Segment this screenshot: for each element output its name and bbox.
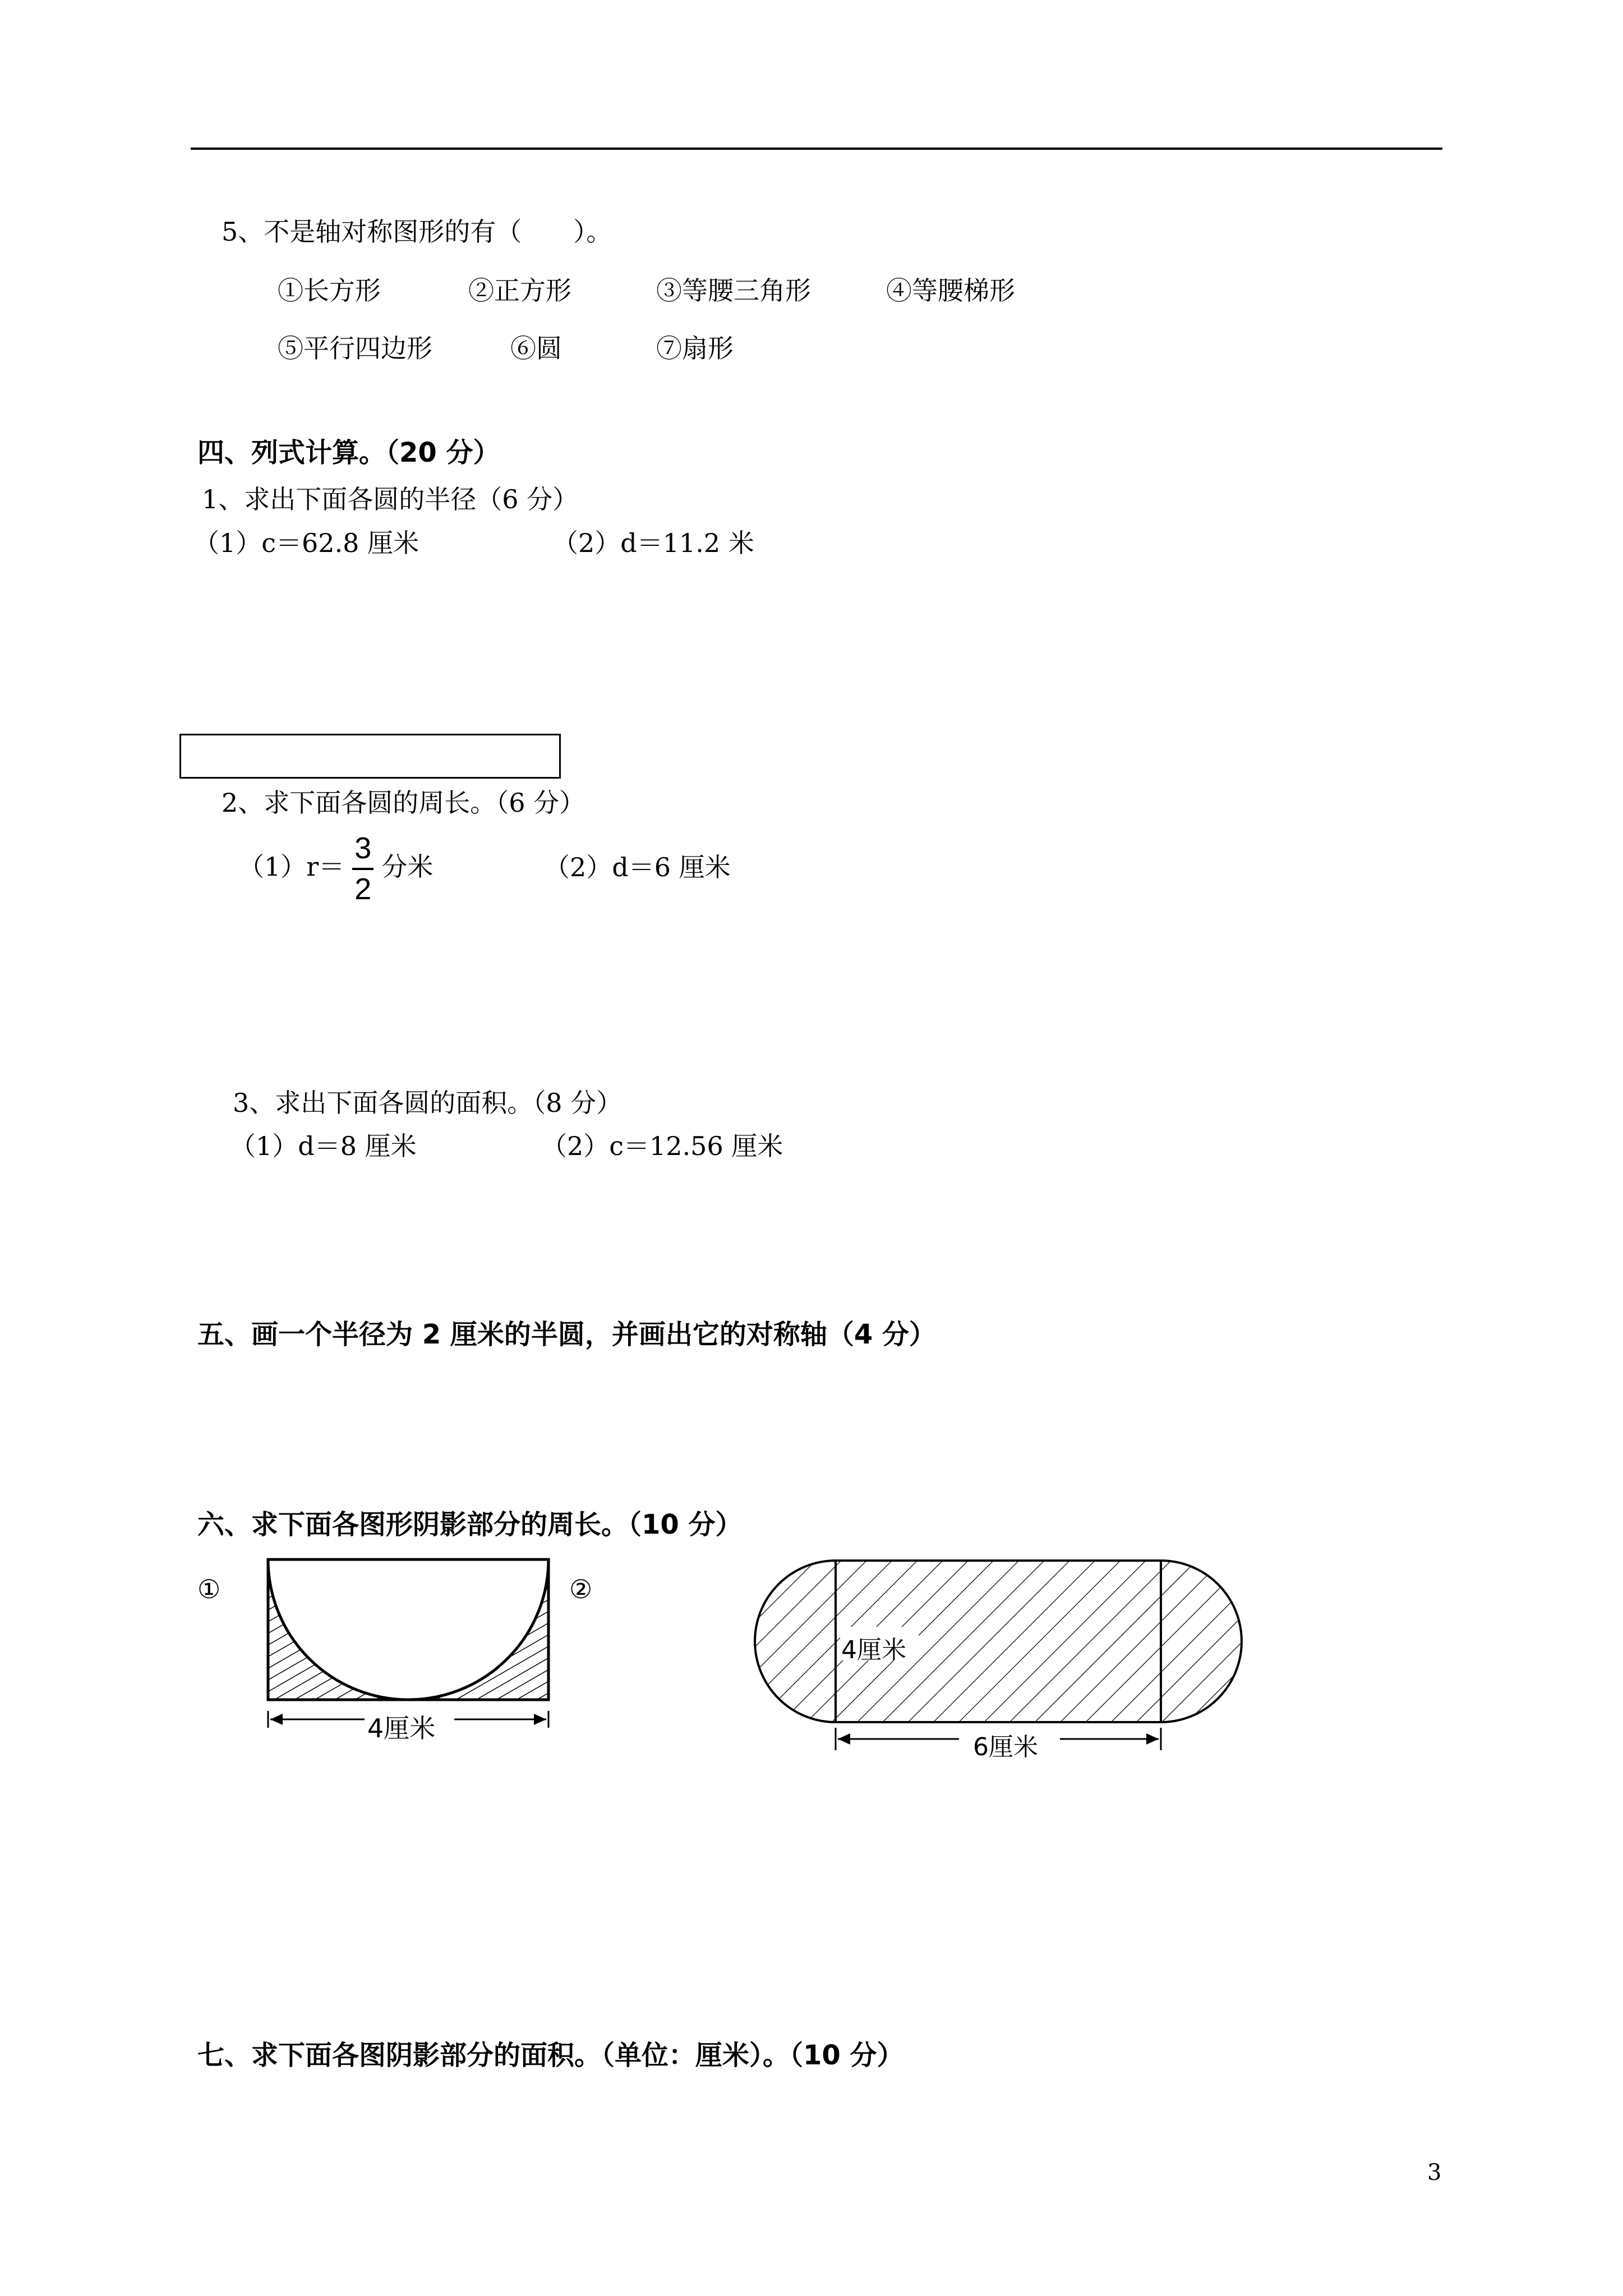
q2a-suffix: 分米 <box>381 852 434 882</box>
section4-title: 四、列式计算。（20 分） <box>197 437 500 468</box>
fraction-denominator: 2 <box>354 872 372 906</box>
fig1-marker: ① <box>197 1574 221 1604</box>
section4-q3-stem: 3、求出下面各圆的面积。（8 分） <box>233 1088 623 1118</box>
q2a-prefix: （1）r＝ <box>238 852 345 882</box>
section4-q1-a: （1）c＝62.8 厘米 <box>193 528 419 558</box>
section6-title: 六、求下面各图形阴影部分的周长。（10 分） <box>197 1509 743 1540</box>
section4-q1-stem: 1、求出下面各圆的半径（6 分） <box>202 484 579 514</box>
q5-option-1: ①长方形 <box>278 275 381 306</box>
section4-q3-a: （1）d＝8 厘米 <box>230 1131 417 1161</box>
q5-option-4: ④等腰梯形 <box>886 275 1015 306</box>
section7-title: 七、求下面各图阴影部分的面积。（单位：厘米）。（10 分） <box>197 2040 904 2071</box>
fig1-dimension-label: 4厘米 <box>367 1713 436 1743</box>
shaded-corners <box>268 1559 548 1700</box>
section4-q3-b: （2）c＝12.56 厘米 <box>541 1131 783 1161</box>
q5-option-7: ⑦扇形 <box>656 333 734 364</box>
q5-option-3: ③等腰三角形 <box>656 275 811 306</box>
fig2-height-label: 4厘米 <box>841 1636 906 1664</box>
page-number: 3 <box>1427 2160 1442 2185</box>
q5-option-2: ②正方形 <box>468 275 571 306</box>
section5-title: 五、画一个半径为 2 厘米的半圆，并画出它的对称轴（4 分） <box>197 1319 936 1350</box>
section4-q2-b: （2）d＝6 厘米 <box>544 852 731 882</box>
header-rule <box>191 148 1442 150</box>
stadium-shape <box>755 1561 1242 1722</box>
section4-q2-stem: 2、求下面各圆的周长。（6 分） <box>222 788 585 818</box>
q5-option-5: ⑤平行四边形 <box>278 333 432 364</box>
fraction-numerator: 3 <box>352 832 374 870</box>
q5-option-6: ⑥圆 <box>510 333 562 364</box>
fig2-width-label: 6厘米 <box>973 1733 1038 1761</box>
section4-q2-a <box>238 830 433 905</box>
fig2-marker: ② <box>569 1574 593 1604</box>
fraction <box>352 832 374 905</box>
q5-stem: 5、不是轴对称图形的有（ ）。 <box>222 217 612 247</box>
answer-box <box>179 734 561 779</box>
section4-q1-b: （2）d＝11.2 米 <box>552 528 754 558</box>
